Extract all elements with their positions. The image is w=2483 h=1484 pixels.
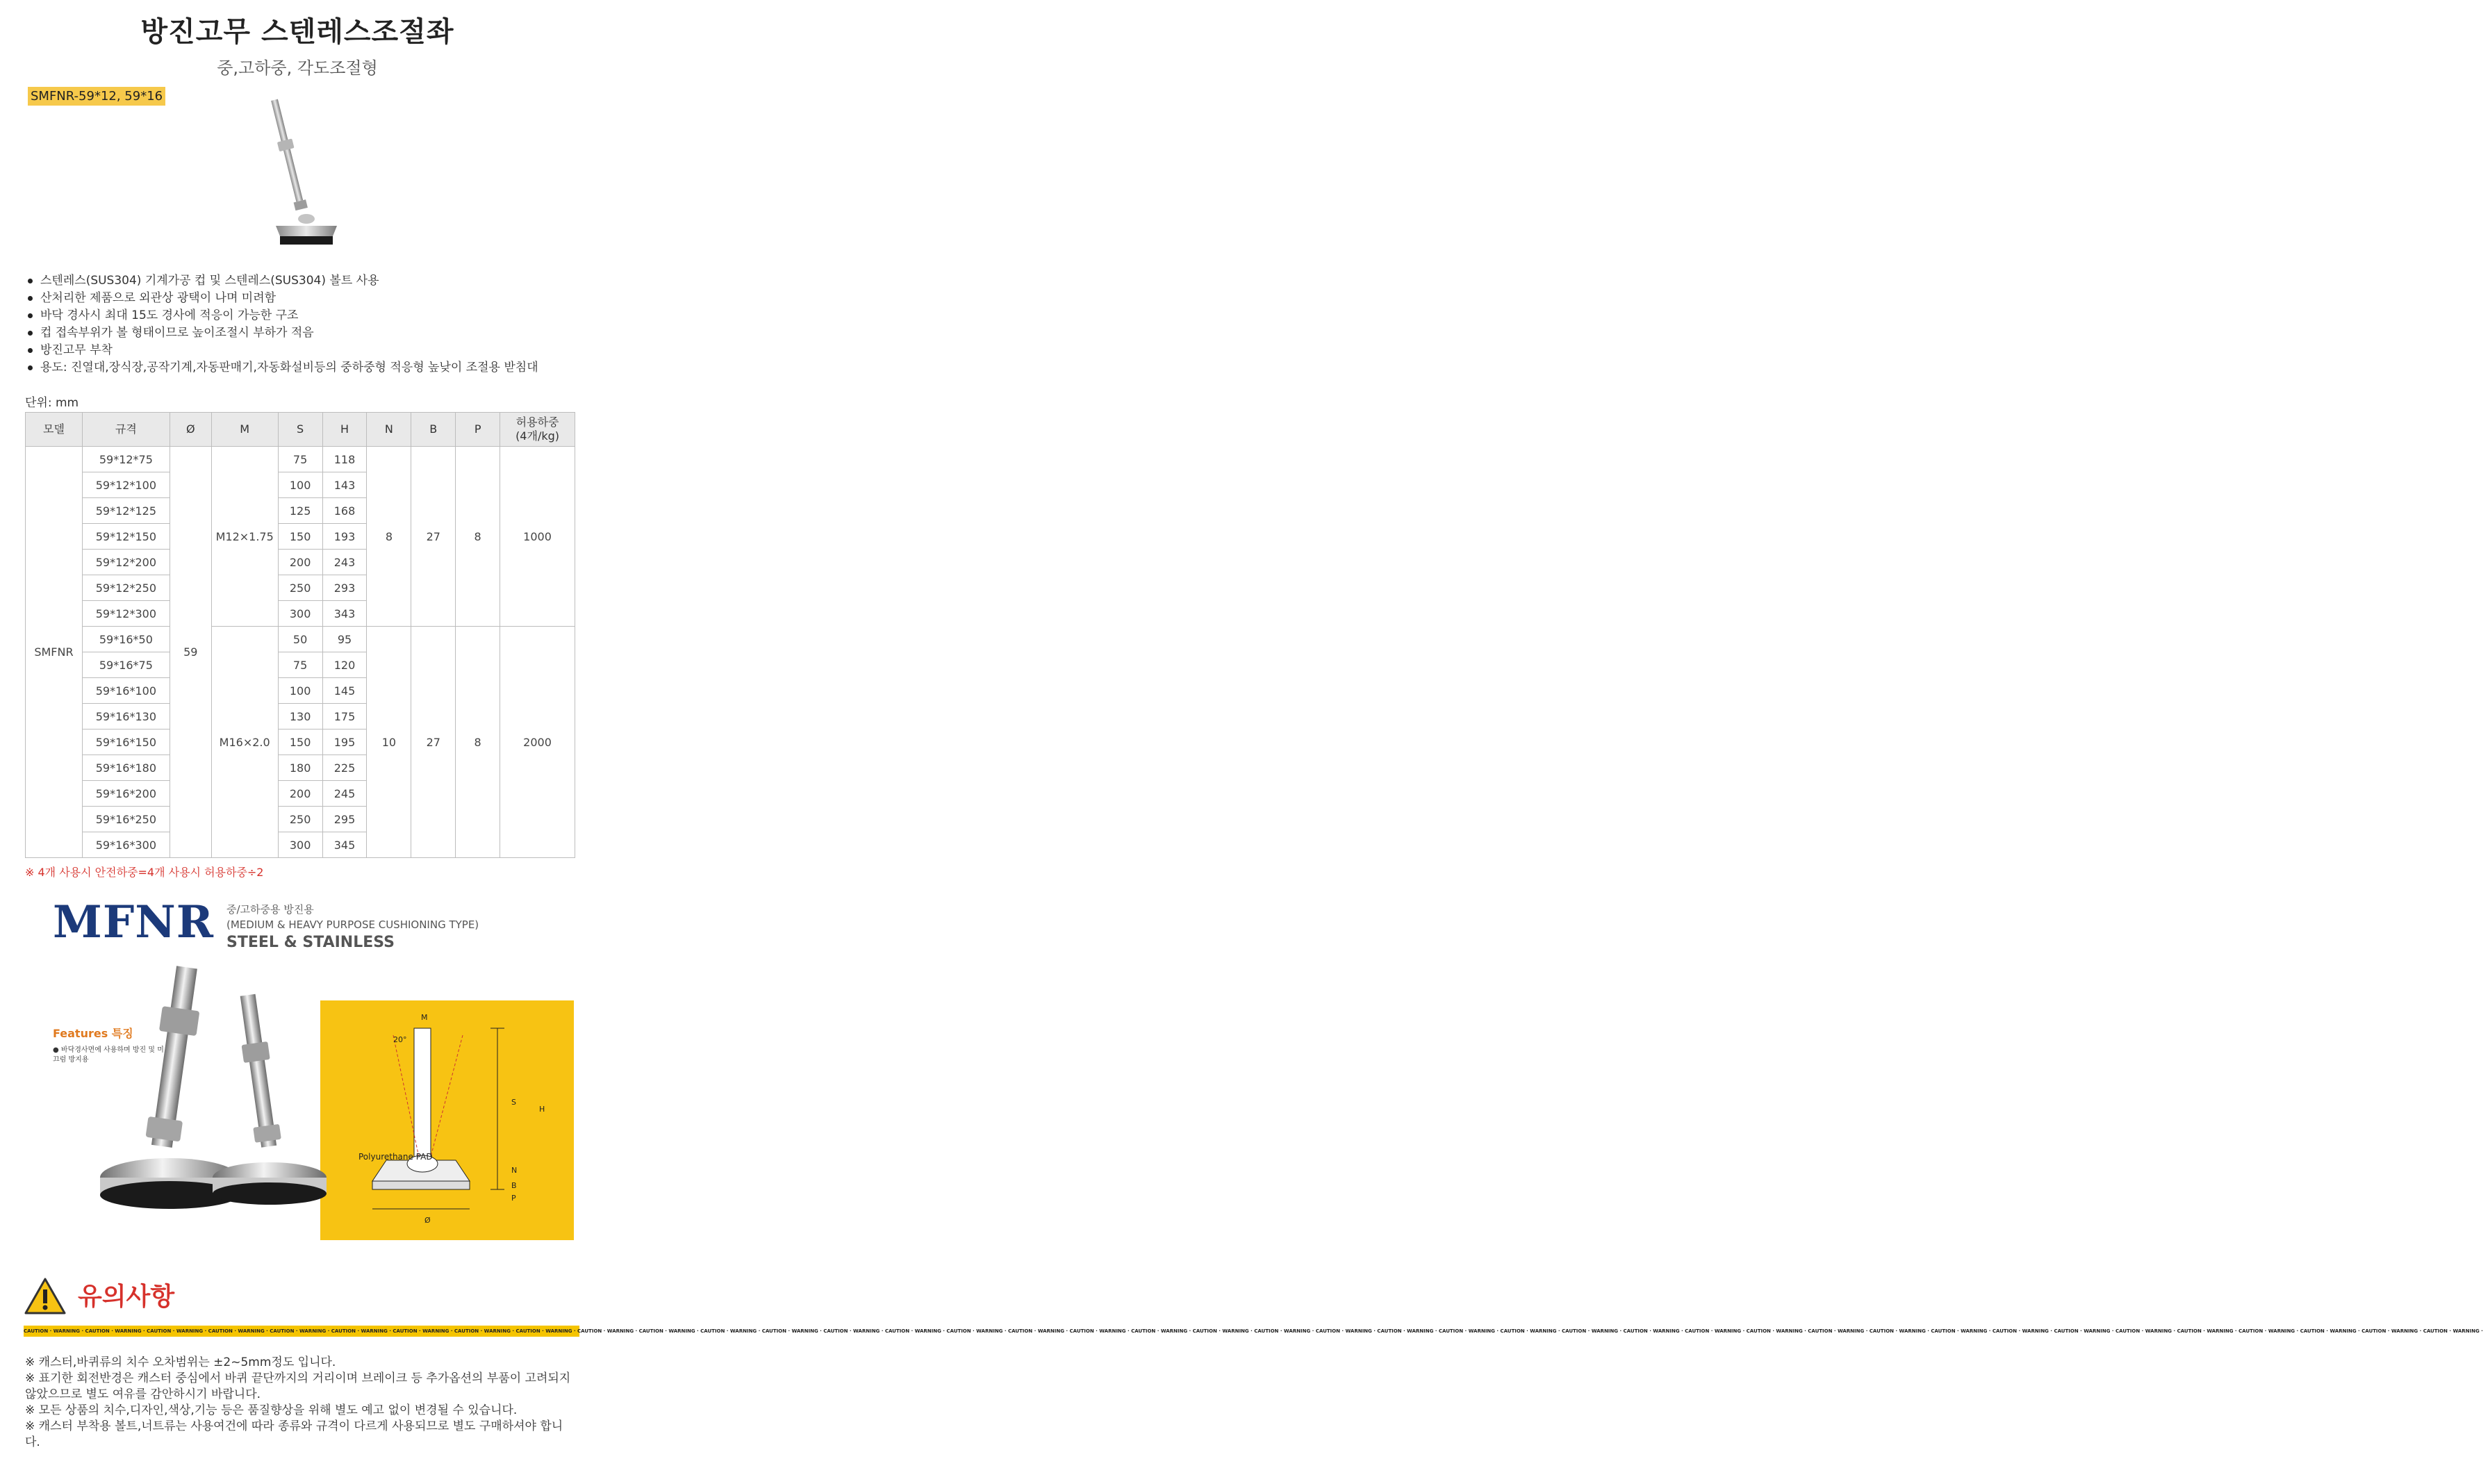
page-subtitle: 중,고하중, 각도조절형 <box>217 58 378 78</box>
h-cell: 343 <box>322 601 367 627</box>
product-banner <box>25 896 574 1251</box>
spec-cell: 59*16*180 <box>82 755 170 781</box>
features-title: Features 특징 <box>53 1027 133 1040</box>
b-cell: 27 <box>411 447 456 627</box>
h-cell: 95 <box>322 627 367 652</box>
column-header: P <box>456 413 500 447</box>
dim-label-angle: 20° <box>393 1035 407 1044</box>
spec-cell: 59*12*150 <box>82 524 170 550</box>
dimension-drawing <box>352 1014 560 1230</box>
load-cell: 1000 <box>500 447 575 627</box>
s-cell: 150 <box>278 524 322 550</box>
spec-cell: 59*12*250 <box>82 575 170 601</box>
h-cell: 225 <box>322 755 367 781</box>
column-header: N <box>367 413 411 447</box>
p-cell: 8 <box>456 447 500 627</box>
table-row <box>26 447 575 472</box>
pad-label: Polyurethane PAD <box>358 1152 433 1162</box>
spec-cell: 59*12*100 <box>82 472 170 498</box>
s-cell: 130 <box>278 704 322 729</box>
h-cell: 245 <box>322 781 367 807</box>
product-photo <box>247 97 344 250</box>
feature-item: 방진고무 부착 <box>26 342 582 359</box>
column-header: B <box>411 413 456 447</box>
dim-label-s: S <box>511 1098 516 1107</box>
column-header: S <box>278 413 322 447</box>
s-cell: 300 <box>278 832 322 858</box>
caution-strip-text: CAUTION · WARNING · CAUTION · WARNING · CAUTION · WARNING · CAUTION · WARNING · CAUTION · WARNING · CAUTION · WARNING · CAUTION · WARNING · CAUTION · WARNING · CAUTION · WARNING · CAUTION · WARNING · CAUTION · WARNING · CAUTION · WARNING · CAUTION · WARNING · CAUTION · WARNING · CAUTION · WARNING · CAUTION · WARNING · CAUTION · WARNING · CAUTION · WARNING · CAUTION · WARNING · CAUTION · WARNING · CAUTION · WARNING · CAUTION · WARNING · CAUTION · WARNING · CAUTION · WARNING · CAUTION · WARNING · CAUTION · WARNING · CAUTION · WARNING · CAUTION · WARNING · CAUTION · WARNING · CAUTION · WARNING · CAUTION · WARNING · CAUTION · WARNING · CAUTION · WARNING · CAUTION · WARNING · CAUTION · WARNING · CAUTION · WARNING · CAUTION · WARNING · CAUTION · WARNING · CAUTION · WARNING · CAUTION · WARNING · <box>24 1328 2483 1334</box>
model-tag: SMFNR-59*12, 59*16 <box>28 87 165 106</box>
column-header: 허용하중 (4개/kg) <box>500 413 575 447</box>
s-cell: 250 <box>278 807 322 832</box>
h-cell: 168 <box>322 498 367 524</box>
dim-label-phi: Ø <box>424 1216 431 1225</box>
spec-cell: 59*16*75 <box>82 652 170 678</box>
spec-cell: 59*16*200 <box>82 781 170 807</box>
h-cell: 118 <box>322 447 367 472</box>
spec-table <box>25 412 575 858</box>
spec-cell: 59*16*250 <box>82 807 170 832</box>
dim-label-m: M <box>421 1013 428 1022</box>
n-cell: 10 <box>367 627 411 858</box>
column-header: Ø <box>170 413 211 447</box>
h-cell: 345 <box>322 832 367 858</box>
load-note: ※ 4개 사용시 안전하중=4개 사용시 허용하중÷2 <box>25 866 264 879</box>
spec-cell: 59*12*300 <box>82 601 170 627</box>
spec-cell: 59*16*130 <box>82 704 170 729</box>
feature-item: 산처리한 제품으로 외관상 광택이 나며 미려함 <box>26 290 582 307</box>
s-cell: 250 <box>278 575 322 601</box>
feature-item: 용도: 진열대,장식장,공작기계,자동판매기,자동화설비등의 중하중형 적응형 높낮이 조절용 받침대 <box>26 359 582 377</box>
s-cell: 150 <box>278 729 322 755</box>
s-cell: 75 <box>278 652 322 678</box>
dim-label-b: B <box>511 1181 517 1190</box>
load-cell: 2000 <box>500 627 575 858</box>
b-cell: 27 <box>411 627 456 858</box>
feature-item: 바닥 경사시 최대 15도 경사에 적응이 가능한 구조 <box>26 307 582 324</box>
dim-label-n: N <box>511 1166 518 1175</box>
caution-title: 유의사항 <box>78 1283 175 1311</box>
m-cell: M16×2.0 <box>211 627 278 858</box>
banner-subtitle: 중/고하중용 방진용 <box>226 903 314 916</box>
column-header: M <box>211 413 278 447</box>
notice-item: ※ 캐스터 부착용 볼트,너트류는 사용여건에 따라 종류와 규격이 다르게 사용되므로 별도 구매하셔야 합니다. <box>25 1419 563 1449</box>
dim-label-h: H <box>539 1105 545 1114</box>
feature-list <box>26 272 582 377</box>
phi-cell: 59 <box>170 447 211 858</box>
s-cell: 75 <box>278 447 322 472</box>
column-header: H <box>322 413 367 447</box>
dim-label-p: P <box>511 1194 516 1203</box>
spec-cell: 59*12*125 <box>82 498 170 524</box>
spec-cell: 59*12*200 <box>82 550 170 575</box>
table-row <box>26 627 575 652</box>
p-cell: 8 <box>456 627 500 858</box>
banner-material: STEEL & STAINLESS <box>226 934 395 951</box>
warning-icon <box>24 1277 67 1316</box>
notice-item: ※ 캐스터,바퀴류의 치수 오차범위는 ±2~5mm정도 입니다. <box>25 1355 336 1369</box>
h-cell: 120 <box>322 652 367 678</box>
product-render <box>88 952 338 1244</box>
h-cell: 145 <box>322 678 367 704</box>
h-cell: 143 <box>322 472 367 498</box>
page-title: 방진고무 스텐레스조절좌 <box>140 16 454 48</box>
h-cell: 195 <box>322 729 367 755</box>
s-cell: 200 <box>278 550 322 575</box>
unit-label: 단위: mm <box>25 396 79 410</box>
notice-list <box>25 1355 574 1451</box>
model-cell: SMFNR <box>26 447 83 858</box>
h-cell: 243 <box>322 550 367 575</box>
h-cell: 193 <box>322 524 367 550</box>
notice-item: ※ 모든 상품의 치수,디자인,색상,기능 등은 품질향상을 위해 별도 예고 없이 변경될 수 있습니다. <box>25 1403 518 1417</box>
column-header: 모델 <box>26 413 83 447</box>
h-cell: 293 <box>322 575 367 601</box>
spec-cell: 59*16*50 <box>82 627 170 652</box>
h-cell: 295 <box>322 807 367 832</box>
feature-item: 컵 접속부위가 볼 형태이므로 높이조절시 부하가 적음 <box>26 324 582 342</box>
h-cell: 175 <box>322 704 367 729</box>
spec-cell: 59*16*150 <box>82 729 170 755</box>
caution-strip <box>24 1326 2483 1337</box>
caution-header <box>24 1277 579 1319</box>
spec-cell: 59*12*75 <box>82 447 170 472</box>
m-cell: M12×1.75 <box>211 447 278 627</box>
feature-item: 스텐레스(SUS304) 기계가공 컵 및 스텐레스(SUS304) 볼트 사용 <box>26 272 582 290</box>
spec-cell: 59*16*100 <box>82 678 170 704</box>
features-text: ● 바닥경사면에 사용하며 방진 및 미끄럼 방지용 <box>53 1046 164 1064</box>
column-header: 규격 <box>82 413 170 447</box>
notice-item: ※ 표기한 회전반경은 캐스터 중심에서 바퀴 끝단까지의 거리이며 브레이크 등 추가옵션의 부품이 고려되지 않았으므로 별도 여유를 감안하시기 바랍니다. <box>25 1371 571 1401</box>
s-cell: 100 <box>278 678 322 704</box>
table-header-row <box>26 413 575 447</box>
s-cell: 50 <box>278 627 322 652</box>
n-cell: 8 <box>367 447 411 627</box>
s-cell: 200 <box>278 781 322 807</box>
banner-type: (MEDIUM & HEAVY PURPOSE CUSHIONING TYPE) <box>226 918 479 931</box>
s-cell: 180 <box>278 755 322 781</box>
s-cell: 300 <box>278 601 322 627</box>
brand-logo: MFNR <box>53 896 214 948</box>
spec-cell: 59*16*300 <box>82 832 170 858</box>
s-cell: 100 <box>278 472 322 498</box>
s-cell: 125 <box>278 498 322 524</box>
